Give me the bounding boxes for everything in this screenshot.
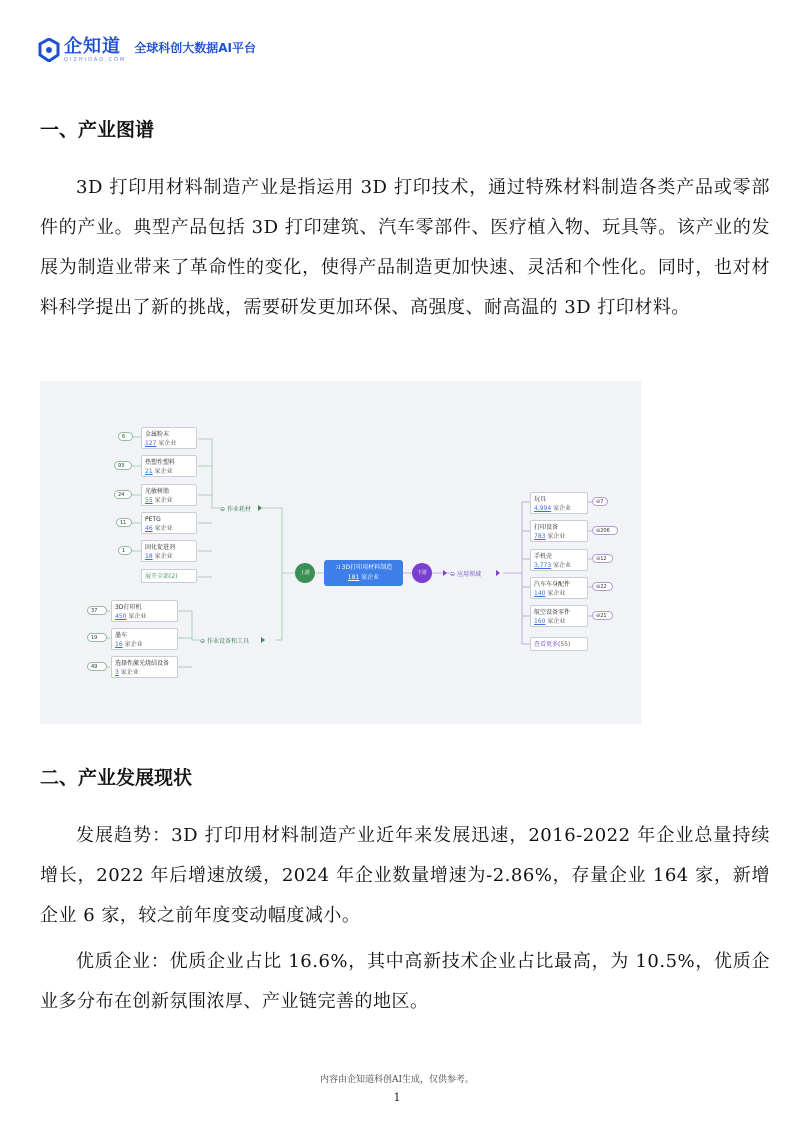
downstream-toggle[interactable]: 下游 <box>412 563 432 583</box>
material-badge[interactable]: 6 <box>118 432 133 441</box>
material-badge[interactable]: 24 <box>114 490 132 499</box>
logo-icon <box>38 38 60 62</box>
material-badge[interactable]: 11 <box>116 518 132 527</box>
application-node[interactable]: 汽车车身配件 140 家企业 <box>530 577 588 599</box>
material-badge[interactable]: 93 <box>114 461 132 470</box>
brand-logo <box>38 36 256 64</box>
logo-url: QIZHIDAO.COM <box>64 56 127 63</box>
material-node[interactable]: 金属粉末 127 家企业 <box>141 427 197 449</box>
center-industry-node[interactable]: ⤨ 3D打印用材料制造 181 家企业 <box>324 560 403 586</box>
material-node[interactable]: 固化促进剂 18 家企业 <box>141 540 197 562</box>
share-icon: ⤨ <box>334 564 340 571</box>
section2-paragraph-trend: 发展趋势：3D 打印用材料制造产业近年来发展迅速，2016-2022 年企业总量持续增长，2022 年后增速放缓，2024 年企业数量增速为-2.86%，存量企业 164 家，新增企业 6 家，较之前年度变动幅度减小。 <box>40 825 770 926</box>
logo-slogan: 全球科创大数据AI平台 <box>134 40 256 55</box>
material-node[interactable]: PETG 46 家企业 <box>141 512 197 534</box>
section2-paragraph-quality: 优质企业：优质企业占比 16.6%，其中高新技术企业占比最高，为 10.5%，优质企业多分布在创新氛围浓厚、产业链完善的地区。 <box>40 951 770 1012</box>
equipment-node[interactable]: 3D打印机 450 家企业 <box>111 600 178 622</box>
page-number: 1 <box>393 1091 401 1104</box>
application-node[interactable]: 玩具 4,994 家企业 <box>530 492 588 514</box>
equipment-node[interactable]: 选择性激光烧结设备 3 家企业 <box>111 656 178 678</box>
applications-more-button[interactable]: 查看更多(55) <box>530 637 588 651</box>
application-badge[interactable]: ⊖206 <box>592 526 618 535</box>
application-badge[interactable]: ⊖7 <box>592 497 608 506</box>
application-node[interactable]: 手机壳 3,773 家企业 <box>530 549 588 571</box>
application-badge[interactable]: ⊖12 <box>592 554 613 563</box>
upstream-toggle[interactable]: 上游 <box>295 563 315 583</box>
materials-group-label[interactable]: ⊖ 作业耗材 <box>220 506 251 513</box>
industry-map-diagram <box>40 381 641 724</box>
equipment-node[interactable]: 墨车 16 家企业 <box>111 628 178 650</box>
logo-name: 企知道 <box>64 35 121 57</box>
footer-disclaimer: 内容由企知道科创AI生成，仅供参考。 <box>319 1075 475 1085</box>
equipment-badge[interactable]: 49 <box>87 662 107 671</box>
application-node[interactable]: 打印设备 783 家企业 <box>530 520 588 542</box>
section2-heading: 二、产业发展现状 <box>40 767 193 789</box>
section1-heading: 一、产业图谱 <box>40 119 155 141</box>
application-badge[interactable]: ⊖22 <box>592 582 613 591</box>
equipment-badge[interactable]: 19 <box>87 633 107 642</box>
section1-paragraph: 3D 打印用材料制造产业是指运用 3D 打印技术，通过特殊材料制造各类产品或零部件的产业。典型产品包括 3D 打印建筑、汽车零部件、医疗植入物、玩具等。该产业的发展为制造业带来了革命性的变化，使得产品制造更加快速、灵活和个性化。同时，也对材料科学提出了新的挑战，需要研发更加环保、高强度、耐高温的 3D 打印材料。 <box>40 177 770 318</box>
material-node[interactable]: 热塑性塑料 21 家企业 <box>141 455 197 477</box>
equipment-badge[interactable]: 37 <box>87 606 107 615</box>
materials-expand-button[interactable]: 展开全部(2) <box>141 569 197 583</box>
equipment-group-label[interactable]: ⊖ 作业设备和工具 <box>200 638 249 645</box>
material-badge[interactable]: 1 <box>118 546 132 555</box>
application-node[interactable]: 航空设备零件 160 家企业 <box>530 605 588 627</box>
application-badge[interactable]: ⊖21 <box>592 611 613 620</box>
material-node[interactable]: 光敏树脂 55 家企业 <box>141 484 197 506</box>
application-group-label[interactable]: ⊖ 应用领域 <box>450 571 481 578</box>
